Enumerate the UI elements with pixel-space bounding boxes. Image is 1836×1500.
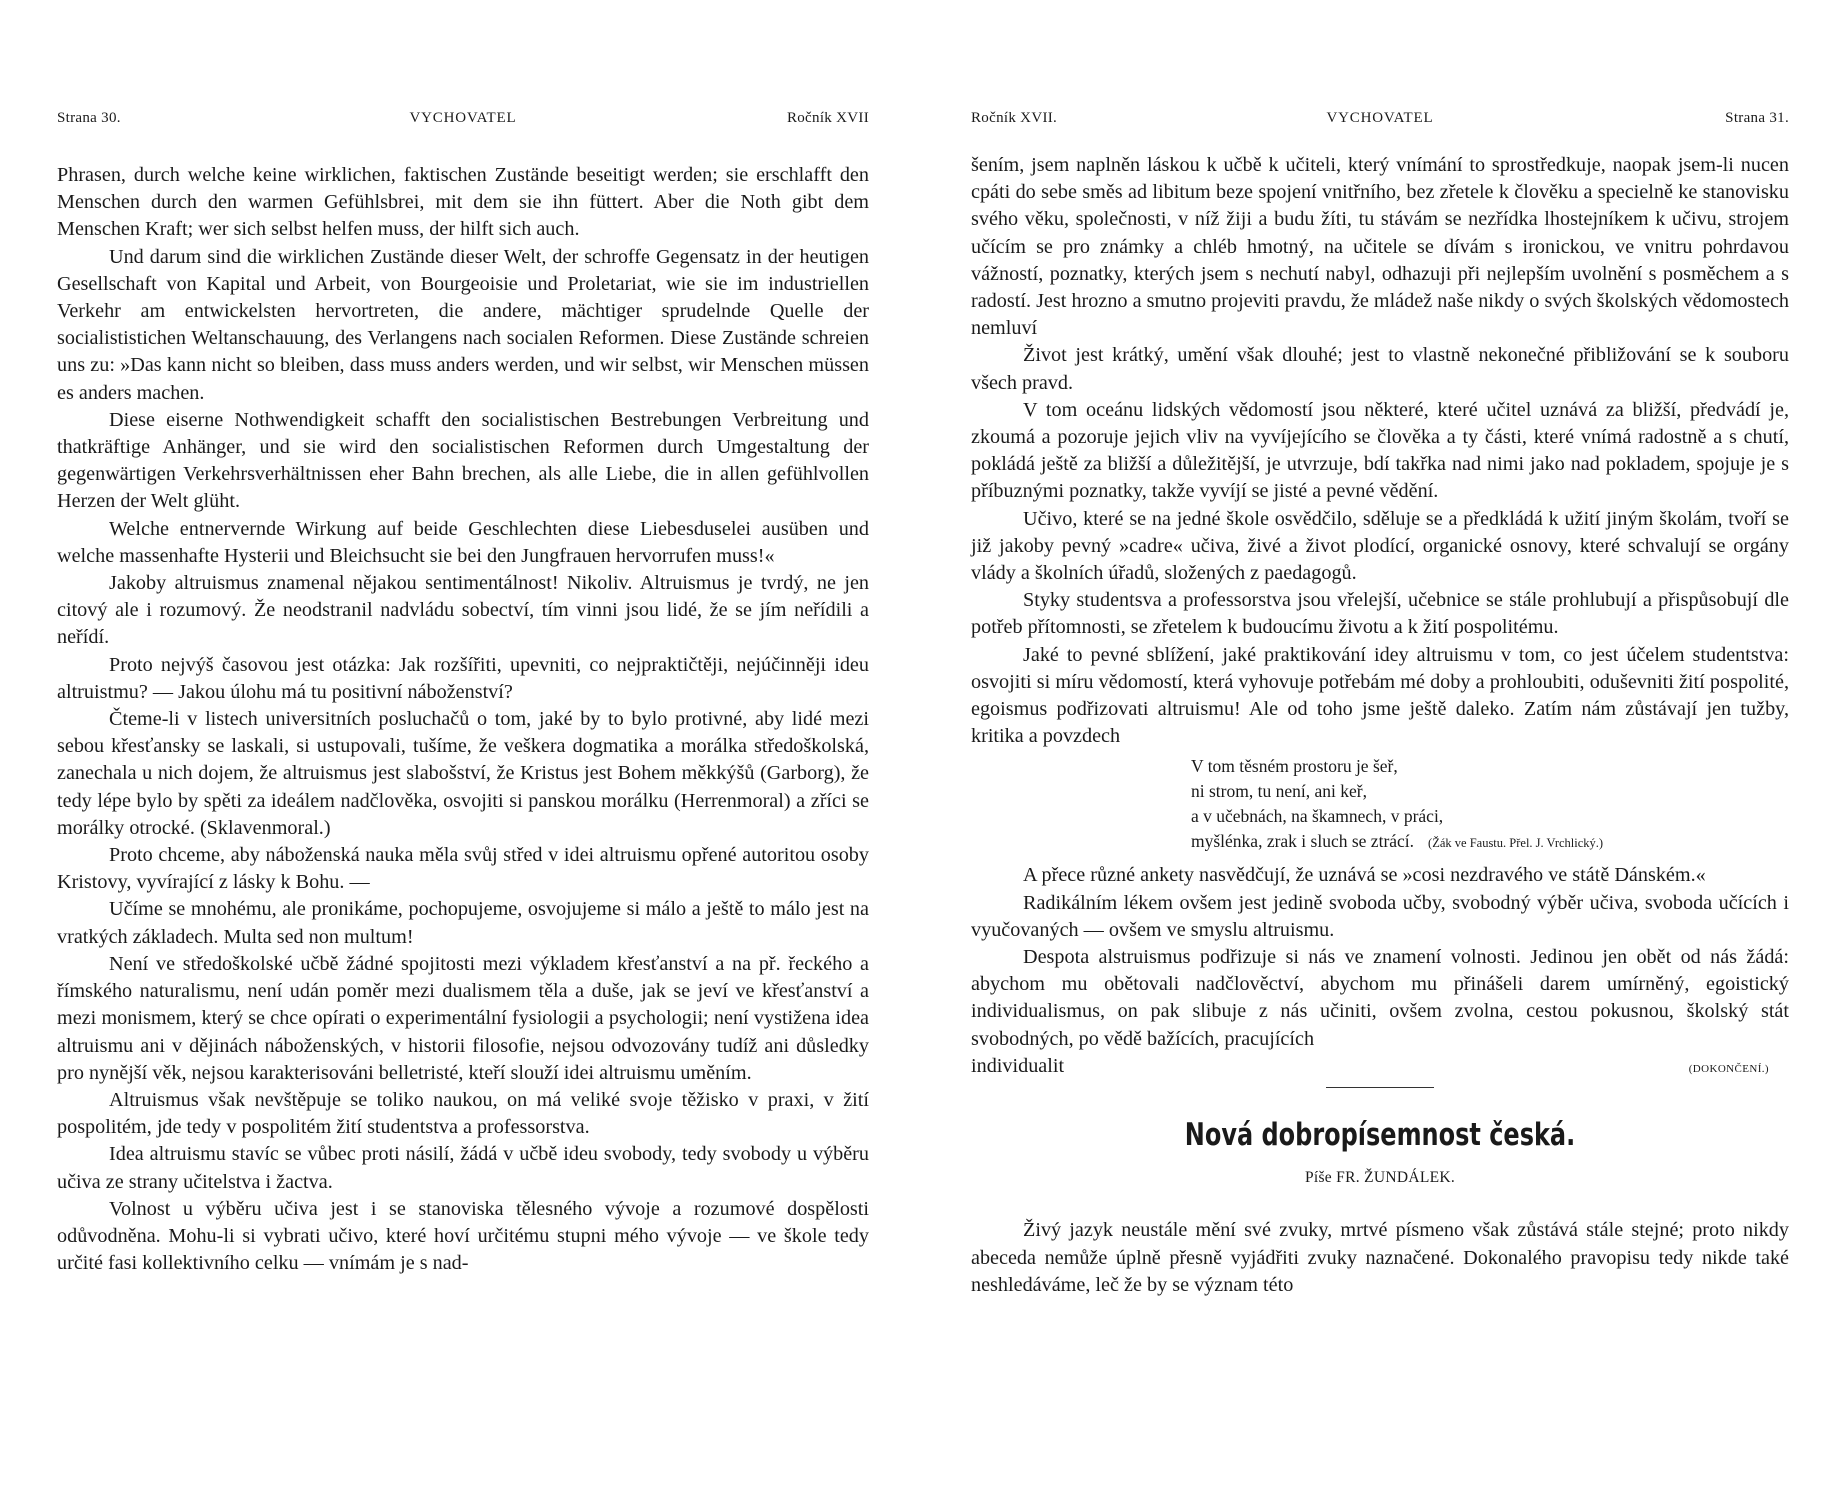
poem-quote <box>1191 754 1789 856</box>
paragraph: V tom oceánu lidských vědomostí jsou některé, které učitel uznává za bližší, předvádí je, zkoumá a pozoruje jejich vliv na vyvíjejícího se člověka a ty části, které vnímá radostně a s chutí, pokládá ještě za bližší a důležitější, je utvrzuje, bdí takřka nad nimi jako nad pokladem, spojuje je s příbuznými poznatky, takže vyvíjí se jisté a pevné vědění. <box>971 398 1789 503</box>
left-text-column <box>57 162 869 1277</box>
right-running-head <box>971 110 1789 132</box>
paragraph: A přece různé ankety nasvědčují, že uznává se »cosi nezdravého ve státě Dánském.« <box>1023 864 1706 887</box>
poem-line-last <box>1191 829 1789 856</box>
page-number: Strana 31. <box>1725 110 1789 126</box>
paragraph: Jaké to pevné sblížení, jaké praktikování idey altruismu v tom, co jest účelem studentstva: osvojiti si míru vědomostí, která vyhovuje potřebám mé doby a prohloubiti, oduševniti žití pospolité, egoismus podřizovati altruismu! Ale od toho jsme ještě daleko. Zatím nám zůstávají jen tužby, kritika a povzdech <box>971 643 1789 748</box>
paragraph: Živý jazyk neustále mění své zvuky, mrtvé písmeno však zůstává stále stejné; proto nikdy abeceda nemůže úplně přesně vyjádřiti zvuky naznačené. Dokonalého pravopisu tedy nikde také neshledáváme, leč že by se význam této <box>971 1219 1789 1296</box>
paragraph: Diese eiserne Nothwendigkeit schafft den socialistischen Bestrebungen Verbreitung und thatkräftige Anhänger, und sie wird den socialistischen Reformen durch Umgestaltung der gegenwärtigen Verkehrsverhältnissen eher Bahn brechen, als alle Liebe, die in allen gefühlvollen Herzen der Welt glüht. <box>57 408 869 513</box>
volume-label: Ročník XVII. <box>971 110 1058 126</box>
paragraph: Proto nejvýš časovou jest otázka: Jak rozšířiti, upevniti, co nejpraktičtěji, nejúčinněji ideu altruistmu? — Jakou úlohu má tu positivní náboženství? <box>57 653 869 703</box>
paragraph: Není ve středoškolské učbě žádné spojitosti mezi výkladem křesťanství a na př. řeckého a římského naturalismu, není udán poměr mezi dualismem těla a duše, jak se jeví ve křesťanství a mezi monismem, který se chce opírati o experimentální fysiologii a psychologii; není vystižena idea altruismu ani v dějinách náboženských, v historii filosofie, nejsou odvozovány tudíž ani důsledky pro nynější věk, nejsou karakterisováni belletristé, kteří slouží idei altruismu uměním. <box>57 952 869 1084</box>
paragraph: Despota alstruismus podřizuje si nás ve znamení volnosti. Jedinou jen obět od nás žádá: abychom mu obětovali nadčlověctví, abychom mu přinášeli darem umírněný, egoistický individualismus, on pak slibuje z nás učiniti, ovšem zvolna, cestou pokusnou, školský stát svobodných, po vědě bažících, pracujících <box>971 946 1789 1050</box>
paragraph: Altruismus však nevštěpuje se toliko naukou, on má veliké svoje těžisko v praxi, v žití pospolitém, jde tedy v pospolitém žití studentstva a professorstva. <box>57 1088 869 1139</box>
conclusion-mark: (DOKONČENÍ.) <box>1688 1062 1769 1075</box>
volume-label: Ročník XVII <box>786 110 869 126</box>
paragraph: Idea altruismu stavíc se vůbec proti násilí, žádá v učbě ideu svobody, tedy svobody u výběru učiva ze strany učitelstva i žactva. <box>57 1143 869 1193</box>
article-byline: Píše FR. ŽUNDÁLEK. <box>1304 1169 1456 1187</box>
poem-attribution: (Žák ve Faustu. Přel. J. Vrchlický.) <box>1428 836 1604 851</box>
paragraph: Volnost u výběru učiva jest i se stanoviska tělesného vývoje a rozumové dospělosti odůvodněna. Mohu-li si vybrati učivo, které hoví určitému stupni mého vývoje — ve škole tedy určité fasi kollektivního celku — vnímám je s nad- <box>57 1197 869 1275</box>
poem-line: ni strom, tu není, ani keř, <box>1191 781 1367 802</box>
paragraph: Phrasen, durch welche keine wirklichen, faktischen Zustände beseitigt werden; sie erschlafft den Menschen durch den warmen Gefühlsbrei, mit dem sie ihn füttert. Aber die Noth gibt dem Menschen Kraft; wer sich selbst helfen muss, der hilft sich auch. <box>57 164 869 241</box>
paragraph: Čteme-li v listech universitních posluchačů o tom, jaké by to bylo protivné, aby lidé mezi sebou křesťansky se laskali, si ustupovali, tušíme, že veškera dogmatika a morálka středoškolská, zanechala u nich dojem, že altruismus jest slabošství, že Kristus jest Bohem měkkýšů (Garborg), že tedy lépe bylo by spěti za ideálem nadčlověka, osvojiti si panskou morálku (Herrenmoral) a zříci se morálky otrocké. (Sklavenmoral.) <box>57 708 869 839</box>
paragraph: Styky studentsva a professorstva jsou vřelejší, učebnice se stále prohlubují a přispůsobují dle potřeb přítomnosti, se zřetelem k budoucímu životu a k žití pospolitému. <box>971 589 1789 639</box>
paragraph: Und darum sind die wirklichen Zustände dieser Welt, der schroffe Gegensatz in der heutigen Gesellschaft von Kapital und Arbeit, von Bourgeoisie und Proletariat, wie sie im industriellen Verkehr am entwickelsten hervortreten, die andere, mächtiger sprudelnde Quelle der socialististichen Weltanschauung, des Verlangens nach socialen Reformen. Diese Zustände schreien uns zu: »Das kann nicht so bleiben, dass muss anders werden, und wir selbst, wir Menschen müssen es anders machen. <box>57 245 869 404</box>
poem-line: V tom těsném prostoru je šeř, <box>1191 756 1398 777</box>
right-text-column <box>971 152 1789 1299</box>
paragraph: Welche entnervernde Wirkung auf beide Geschlechten diese Liebesduselei ausüben und welche massenhafte Hysterii und Bleichsucht sie bei den Jungfrauen hervorrufen muss!« <box>57 517 869 567</box>
paragraph: Proto chceme, aby náboženská nauka měla svůj střed v idei altruismu opřené autoritou osoby Kristovy, vyvírající z lásky k Bohu. — <box>57 844 869 894</box>
last-word: individualit <box>971 1054 1065 1077</box>
paragraph: Jakoby altruismus znamenal nějakou sentimentálnost! Nikoliv. Altruismus je tvrdý, ne jen citový ale i rozumový. Že neodstranil nadvládu sobectví, tím vinni jsou lidé, že se jím neřídili a neřídí. <box>57 572 869 649</box>
poem-line: myšlénka, zrak i sluch se ztrácí. <box>1191 831 1415 852</box>
section-divider <box>1326 1087 1434 1088</box>
paragraph: Život jest krátký, umění však dlouhé; jest to vlastně nekonečné přibližování se k souboru všech pravd. <box>971 344 1789 394</box>
paragraph: Učíme se mnohému, ale pronikáme, pochopujeme, osvojujeme si málo a ještě to málo jest na vratkých základech. Multa sed non multum! <box>57 898 869 948</box>
paragraph: Učivo, které se na jedné škole osvědčilo, sděluje se a předkládá k užití jiným školám, tvoří se již jakoby pevný »cadre« učiva, živé a život plodící, organické osnovy, které schvalují se orgány vlády a školních úřadů, složených z paedagogů. <box>971 507 1789 585</box>
journal-title: VYCHOVATEL <box>409 110 517 126</box>
article-title: Nová dobropísemnost česká. <box>1184 1117 1576 1154</box>
article-end-line <box>971 1053 1789 1083</box>
paragraph: šením, jsem naplněn láskou k učbě k učiteli, který vnímání to sprostředkuje, naopak jsem-li nucen cpáti do sebe směs ad libitum beze spojení vnitřního, bez zřetele k člověku a specielně ke stanovisku svého věku, společnosti, v níž žiji a budu žíti, tu stávám se nezřídka lhostejníkem k učivu, strojem učícím se pro známky a chléb hmotný, na učitele se dívám s ironickou, ve vnitru pohrdavou vážností, poznatky, kterých jsem s nechutí nabyl, odhazuji při nejlepším uvolnění s posměchem a s radostí. Jest hrozno a smutno projeviti pravdu, že mládež naše nikdy o svých školských vědomostech nemluví <box>971 154 1789 340</box>
page-number: Strana 30. <box>57 110 121 126</box>
journal-title: VYCHOVATEL <box>1326 110 1434 126</box>
left-running-head <box>57 110 869 132</box>
poem-line: a v učebnách, na škamnech, v práci, <box>1191 806 1444 827</box>
paragraph: Radikálním lékem ovšem jest jedině svoboda učby, svobodný výběr učiva, svoboda učících i vyučovaných — ovšem ve smyslu altruismu. <box>971 891 1789 941</box>
